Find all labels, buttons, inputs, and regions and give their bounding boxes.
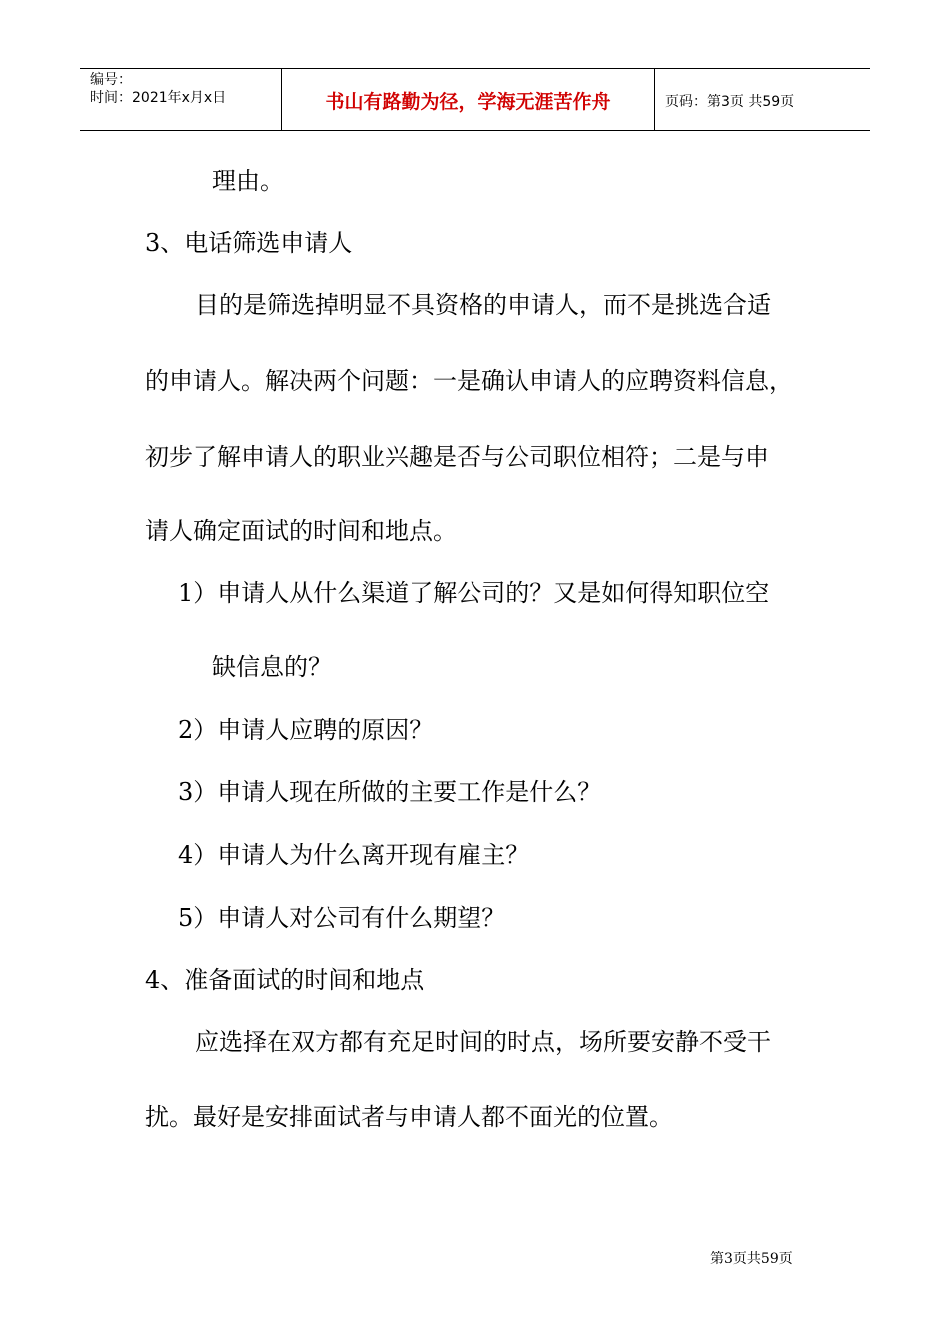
list-item-continuation: 缺信息的？: [212, 653, 332, 681]
body-line: 扰。最好是安排面试者与申请人都不面光的位置。: [145, 1103, 673, 1131]
list-item: 5）申请人对公司有什么期望？: [178, 904, 506, 932]
list-item: 2）申请人应聘的原因？: [178, 716, 434, 744]
time-label: 时间：2021年x月x日: [90, 90, 227, 106]
header-meta: [80, 69, 280, 130]
header-motto-cell: [281, 69, 655, 130]
list-item: 1）申请人从什么渠道了解公司的？又是如何得知职位空: [178, 579, 770, 607]
number-label: 编号：: [90, 72, 132, 88]
body-line: 理由。: [212, 167, 284, 195]
body-line: 应选择在双方都有充足时间的时点，场所要安静不受干: [195, 1028, 771, 1056]
section-heading: 4、准备面试的时间和地点: [145, 966, 425, 994]
list-item: 4）申请人为什么离开现有雇主？: [178, 841, 530, 869]
section-heading: 3、电话筛选申请人: [145, 229, 353, 257]
page-footer: 第3页共59页: [710, 1251, 793, 1267]
header-page-cell: [655, 69, 870, 130]
body-line: 目的是筛选掉明显不具资格的申请人，而不是挑选合适: [195, 291, 771, 319]
header-page-label: 页码：第3页 共59页: [665, 94, 795, 110]
header-motto: 书山有路勤为径，学海无涯苦作舟: [325, 91, 611, 113]
page-header: [80, 68, 870, 131]
body-line: 初步了解申请人的职业兴趣是否与公司职位相符；二是与申: [145, 443, 769, 471]
list-item: 3）申请人现在所做的主要工作是什么？: [178, 778, 602, 806]
body-line: 请人确定面试的时间和地点。: [145, 517, 457, 545]
body-line: 的申请人。解决两个问题：一是确认申请人的应聘资料信息，: [145, 367, 793, 395]
